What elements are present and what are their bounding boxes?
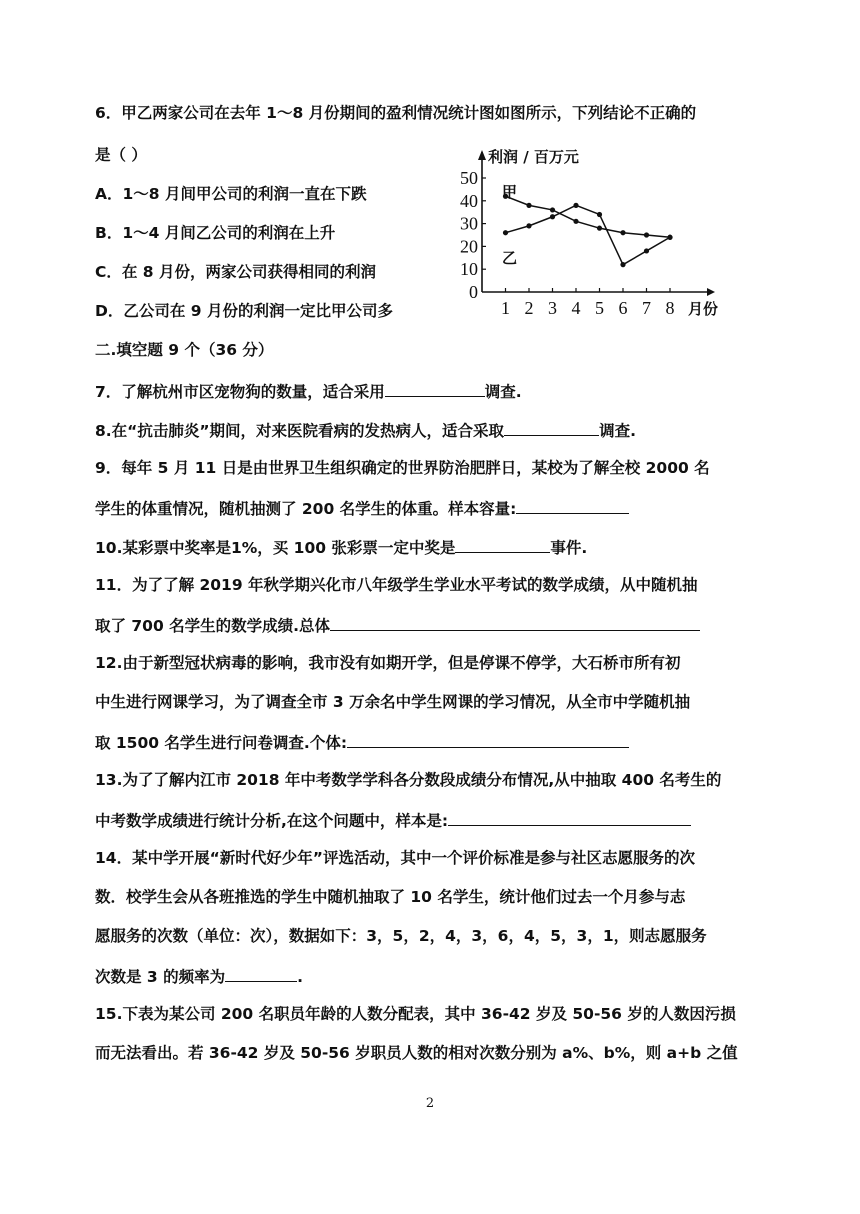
q12-line2: 中生进行网课学习，为了调查全市 3 万余名中学生网课的学习情况，从全市中学随机抽 bbox=[95, 693, 691, 711]
q15-line1: 15.下表为某公司 200 名职员年龄的人数分配表，其中 36-42 岁及 50-56 岁的人数因污损 bbox=[95, 1005, 736, 1023]
y-axis-label: 利润 / 百万元 bbox=[488, 148, 579, 166]
page-number: 2 bbox=[425, 1096, 435, 1111]
q11-line1: 11．为了了解 2019 年秋学期兴化市八年级学生学业水平考试的数学成绩，从中随机抽 bbox=[95, 576, 698, 594]
q14-line4 bbox=[95, 965, 303, 987]
q9-answer-blank[interactable] bbox=[516, 497, 629, 514]
x-axis-label: 月份 bbox=[688, 300, 719, 318]
q8-suffix: 调查. bbox=[599, 422, 636, 440]
data-point bbox=[620, 230, 625, 235]
q14-answer-blank[interactable] bbox=[225, 965, 297, 982]
data-point bbox=[644, 232, 649, 237]
q12-text: 取 1500 名学生进行问卷调查.个体: bbox=[95, 734, 348, 752]
q6-option-b: B．1～4 月间乙公司的利润在上升 bbox=[95, 224, 336, 242]
y-tick-label: 20 bbox=[460, 236, 478, 257]
q11-text: 取了 700 名学生的数学成绩.总体 bbox=[95, 617, 331, 635]
q13-text: 中考数学成绩进行统计分析,在这个问题中，样本是: bbox=[95, 812, 449, 830]
x-tick-label: 3 bbox=[548, 298, 557, 318]
data-point bbox=[573, 203, 578, 208]
q6-option-d: D．乙公司在 9 月份的利润一定比甲公司多 bbox=[95, 302, 393, 320]
data-point bbox=[620, 262, 625, 267]
data-point bbox=[597, 226, 602, 231]
y-tick-label: 0 bbox=[469, 282, 478, 302]
q14-suffix: . bbox=[297, 968, 303, 986]
q13-answer-blank[interactable] bbox=[448, 809, 691, 826]
x-tick-label: 1 bbox=[501, 298, 510, 318]
x-tick-label: 8 bbox=[665, 298, 675, 318]
data-point bbox=[667, 235, 672, 240]
q14-line2: 数．校学生会从各班推选的学生中随机抽取了 10 名学生，统计他们过去一个月参与志 bbox=[95, 888, 686, 906]
data-point bbox=[526, 223, 531, 228]
q6-option-c: C．在 8 月份，两家公司获得相同的利润 bbox=[95, 263, 376, 281]
data-point bbox=[573, 219, 578, 224]
q7 bbox=[95, 380, 522, 402]
q12-answer-blank[interactable] bbox=[347, 731, 629, 748]
q6-stem-line1: 6．甲乙两家公司在去年 1～8 月份期间的盈利情况统计图如图所示，下列结论不正确的 bbox=[95, 104, 697, 122]
x-tick-label: 6 bbox=[618, 298, 628, 318]
q13-line1: 13.为了了解内江市 2018 年中考数学学科各分数段成绩分布情况,从中抽取 400 名考生的 bbox=[95, 771, 722, 789]
q6-stem-line2: 是（ ） bbox=[95, 146, 147, 164]
q10 bbox=[95, 536, 587, 558]
q10-text: 10.某彩票中奖率是1%，买 100 张彩票一定中奖是 bbox=[95, 539, 456, 557]
q9-line2 bbox=[95, 497, 629, 519]
series-label-jia: 甲 bbox=[502, 183, 518, 201]
y-tick-label: 50 bbox=[460, 168, 478, 188]
q12-line1: 12.由于新型冠状病毒的影响，我市没有如期开学，但是停课不停学，大石桥市所有初 bbox=[95, 654, 681, 672]
data-point bbox=[644, 248, 649, 253]
series-label-yi: 乙 bbox=[502, 249, 518, 267]
q8-answer-blank[interactable] bbox=[504, 419, 599, 436]
q11-line2 bbox=[95, 614, 700, 636]
x-tick-label: 7 bbox=[642, 298, 651, 318]
q15-line2: 而无法看出。若 36-42 岁及 50-56 岁职员人数的相对次数分别为 a%、b%，则 a+b 之值 bbox=[95, 1044, 738, 1062]
q12-line3 bbox=[95, 731, 629, 753]
section-heading: 二.填空题 9 个（36 分） bbox=[95, 341, 274, 359]
data-point bbox=[550, 207, 555, 212]
x-axis-arrow bbox=[707, 288, 715, 296]
q6-option-a: A．1～8 月间甲公司的利润一直在下跌 bbox=[95, 185, 367, 203]
x-tick-label: 4 bbox=[571, 298, 581, 318]
q9-line1: 9．每年 5 月 11 日是由世界卫生组织确定的世界防治肥胖日，某校为了解全校 2000 名 bbox=[95, 459, 710, 477]
y-axis-arrow bbox=[478, 150, 486, 160]
q14-line1: 14．某中学开展“新时代好少年”评选活动，其中一个评价标准是参与社区志愿服务的次 bbox=[95, 849, 695, 867]
data-point bbox=[526, 203, 531, 208]
q13-line2 bbox=[95, 809, 691, 831]
q10-suffix: 事件. bbox=[550, 539, 588, 557]
q10-answer-blank[interactable] bbox=[455, 536, 550, 553]
q7-text: 7．了解杭州市区宠物狗的数量，适合采用 bbox=[95, 383, 385, 401]
x-tick-label: 5 bbox=[595, 298, 604, 318]
y-tick-label: 30 bbox=[460, 213, 478, 234]
y-tick-label: 10 bbox=[460, 259, 478, 280]
q7-answer-blank[interactable] bbox=[385, 380, 485, 397]
data-point bbox=[503, 230, 508, 235]
q8-text: 8.在“抗击肺炎”期间，对来医院看病的发热病人，适合采取 bbox=[95, 422, 505, 440]
q14-line3: 愿服务的次数（单位：次），数据如下：3，5，2，4，3，6，4，5，3，1，则志愿服务 bbox=[95, 927, 707, 945]
data-point bbox=[597, 212, 602, 217]
q8 bbox=[95, 419, 636, 441]
q9-text: 学生的体重情况，随机抽测了 200 名学生的体重。样本容量: bbox=[95, 500, 517, 518]
data-point bbox=[550, 214, 555, 219]
q14-text: 次数是 3 的频率为 bbox=[95, 968, 226, 986]
y-tick-label: 40 bbox=[460, 190, 478, 211]
q11-answer-blank[interactable] bbox=[330, 614, 700, 631]
x-tick-label: 2 bbox=[524, 298, 534, 318]
series-line-jia bbox=[506, 196, 671, 237]
profit-line-chart bbox=[455, 138, 735, 318]
q7-suffix: 调查. bbox=[484, 383, 522, 401]
